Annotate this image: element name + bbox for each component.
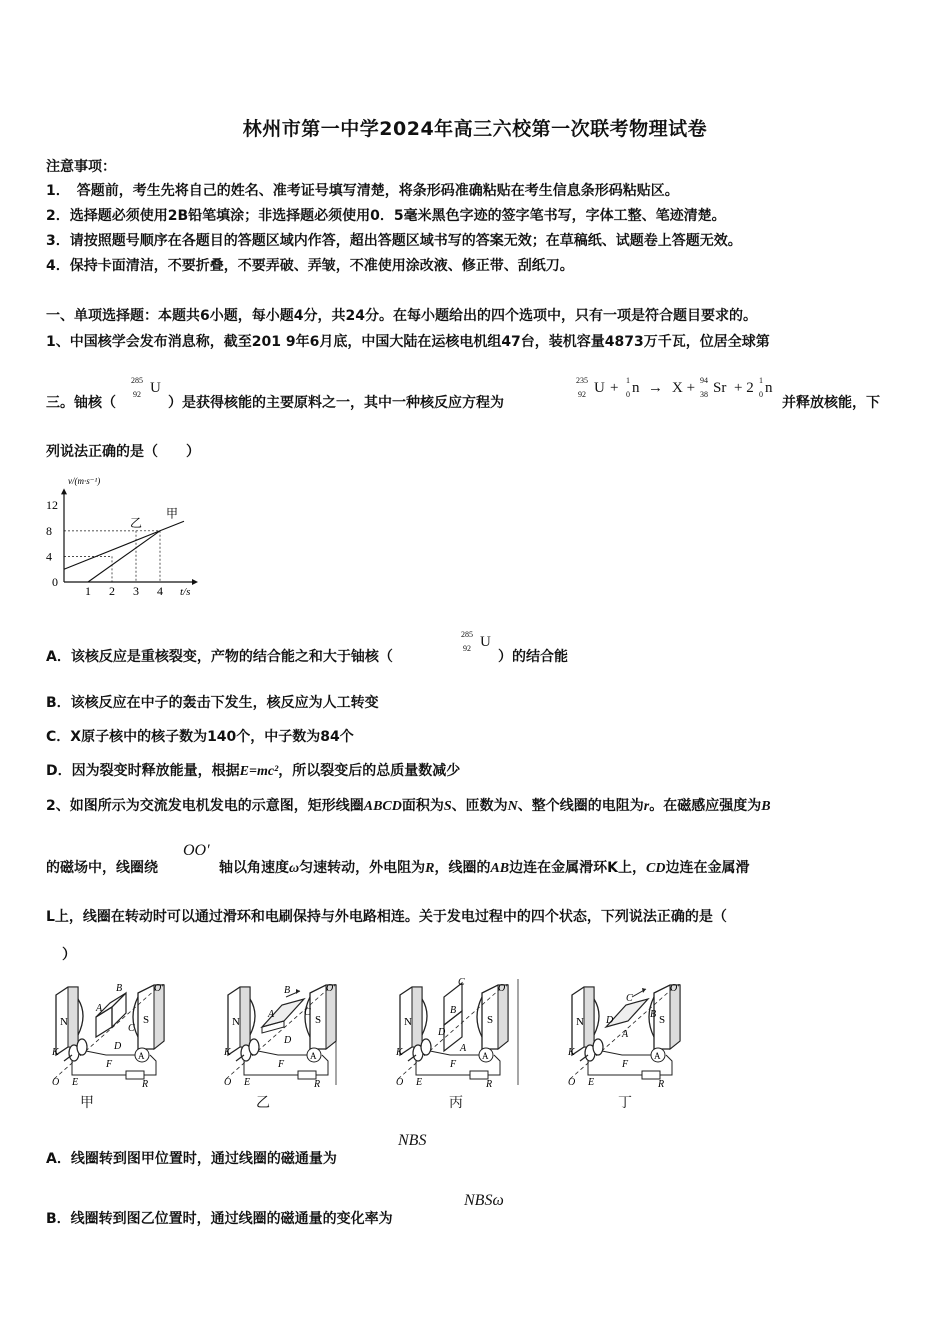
q1-option-d [46,760,460,780]
svg-text:B: B [650,1009,657,1020]
uranium-symbol: U [150,380,161,396]
q2-line2-mid1: 轴以角速度 [219,860,289,876]
generator-diagrams [46,975,686,1090]
eq-n-charge: 0 [626,390,630,399]
svg-text:C: C [458,977,465,988]
q1-option-d-eq: E=mc² [239,764,279,779]
q2-n: N [507,799,518,814]
generator-yi [223,983,336,1090]
svg-text:A: A [622,1029,629,1040]
x-tick-label: 3 [133,584,139,598]
series-line-2 [88,531,160,582]
q1-option-c: C．X原子核中的核子数为140个，中子数为84个 [46,729,354,745]
notice-item-4: 4．保持卡面清洁，不要折叠，不要弄破、弄皱，不准使用涂改液、修正带、刮纸刀。 [46,258,574,274]
caption-yi: 乙 [256,1095,270,1111]
notice-item-3: 3．请按照题号顺序在各题目的答题区域内作答，超出答题区域书写的答案无效；在草稿纸、试题卷上答题无效。 [46,233,742,249]
q1-option-a-post: ）的结合能 [498,649,568,665]
q2-cd: CD [646,861,666,876]
svg-text:D: D [284,1035,292,1046]
y-tick-label: 12 [46,498,58,513]
q1-option-b: B．该核反应在中子的轰击下发生，核反应为人工转变 [46,695,379,711]
svg-text:A: A [268,1009,275,1020]
opta-u-charge: 92 [463,644,471,653]
caption-bing: 丙 [449,1095,463,1111]
q1-option-d-post: ，所以裂变后的总质量数减少 [278,763,461,779]
nuclear-equation [576,376,776,406]
q2-ab: AB [490,861,510,876]
x-tick-label: 2 [109,584,115,598]
svg-text:C: C [626,993,633,1004]
q2-option-a: A．线圈转到图甲位置时，通过线圈的磁通量为 [46,1151,337,1167]
eq-u-mass: 235 [576,376,588,385]
uranium-mass: 285 [131,376,143,385]
svg-text:B: B [116,983,123,994]
q2-line2 [219,857,749,877]
eq-plus-2: + 2 [734,380,754,396]
eq-n-mass: 1 [626,376,630,385]
q2-line1-mid4: 。在磁感应强度为 [649,798,762,814]
y-axis-label: v/(m·s⁻¹) [68,476,101,486]
svg-text:B: B [284,985,291,996]
q2-line2-mid3: ，线圈的 [434,860,491,876]
caption-ding: 丁 [618,1095,632,1111]
q2-s: S [443,799,452,814]
x-axis-arrow [192,579,198,585]
eq-u-symbol: U [594,380,605,396]
x-tick-label: 4 [157,584,163,598]
svg-text:A: A [96,1003,103,1014]
series-line-1 [64,521,184,569]
q2-line1 [46,795,771,815]
y-tick-label: 8 [46,523,52,538]
q2-line1-mid3: 、整个线圈的电阻为 [517,798,644,814]
q2-line2-pre: 的磁场中，线圈绕 [46,860,158,876]
q2-R: R [425,861,435,876]
q2-line2-post: 边连在金属滑 [665,860,750,876]
q2-line1-mid2: 、匝数为 [451,798,508,814]
q2-oo-axis: OO′ [183,842,210,859]
q2-option-b-eq: NBSω [464,1192,504,1209]
q2-line3: L上，线圈在转动时可以通过滑环和电刷保持与外电路相连。关于发电过程中的四个状态，下列说法正确的是（ [46,909,727,925]
eq-plus-1: + [610,380,619,396]
eq-n2-charge: 0 [759,390,763,399]
opta-u-symbol: U [480,634,491,650]
eq-x-part: X + [672,380,696,396]
q2-option-a-eq: NBS [398,1132,427,1149]
page-title: 林州市第一中学2024年高三六校第一次联考物理试卷 [242,118,708,140]
q2-omega: ω [289,861,300,876]
eq-u-charge: 92 [578,390,586,399]
svg-text:D: D [114,1041,122,1052]
section-heading: 一、单项选择题：本题共6小题，每小题4分，共24分。在每小题给出的四个选项中，只有一项是符合题目要求的。 [46,308,757,324]
x-tick-label: 1 [85,584,91,598]
series-label-jia: 甲 [166,506,179,521]
generator-ding [567,983,680,1090]
notice-item-1: 1． 答题前，考生先将自己的姓名、准考证号填写清楚，将条形码准确粘贴在考生信息条形码粘贴区。 [46,183,679,199]
y-axis-arrow [61,488,67,494]
q1-line2b: ）是获得核能的主要原料之一，其中一种核反应方程为 [168,395,504,411]
opta-u-mass: 285 [461,630,473,639]
q2-line1-mid1: 面积为 [401,798,444,814]
x-axis-label: t/s [180,586,191,598]
q2-line1-pre: 2、如图所示为交流发电机发电的示意图，矩形线圈 [46,798,364,814]
q1-line2c: 并释放核能，下 [782,395,880,411]
q2-r: r [643,799,650,814]
svg-text:D: D [606,1015,614,1026]
series-label-yi: 乙 [130,515,143,530]
svg-text:A: A [460,1043,467,1054]
q1-option-d-pre: D．因为裂变时释放能量，根据 [46,763,240,779]
svg-text:D: D [438,1027,446,1038]
generator-jia [51,983,164,1090]
origin-label: 0 [52,575,58,589]
q2-line2-mid2: 匀速转动，外电阻为 [299,860,426,876]
caption-jia: 甲 [80,1095,94,1111]
eq-sr-mass: 94 [700,376,708,385]
y-tick-label: 4 [46,549,52,564]
q2-line2-mid4: 边连在金属滑环K上， [509,860,647,876]
q2-line4: ） [62,947,76,963]
q2-abcd: ABCD [363,799,402,814]
vt-chart [40,470,220,600]
q1-line3: 列说法正确的是（ ） [46,444,200,460]
eq-arrow: → [648,380,663,396]
svg-text:C: C [128,1023,135,1034]
eq-sr-symbol: Sr [713,380,727,396]
svg-text:B: B [450,1005,457,1016]
eq-sr-charge: 38 [700,390,708,399]
notice-item-2: 2．选择题必须使用2B铅笔填涂；非选择题必须使用0．5毫米黑色字迹的签字笔书写，字体工整、笔迹清楚。 [46,208,726,224]
uranium-charge: 92 [133,390,141,399]
q1-line1: 1、中国核学会发布消息称，截至201 9年6月底，中国大陆在运核电机组47台，装机容量4873万千瓦，位居全球第 [46,334,770,350]
eq-n-symbol: n [632,380,640,396]
svg-text:C: C [304,1007,311,1018]
q1-line2a: 三。铀核（ [46,395,116,411]
q1-option-a-pre: A．该核反应是重核裂变，产物的结合能之和大于铀核（ [46,649,393,665]
eq-n2-symbol: n [765,380,773,396]
eq-n2-mass: 1 [759,376,763,385]
generator-bing [395,977,518,1090]
q2-option-b: B．线圈转到图乙位置时，通过线圈的磁通量的变化率为 [46,1211,393,1227]
notice-heading: 注意事项： [46,159,116,175]
q2-b: B [761,799,771,814]
